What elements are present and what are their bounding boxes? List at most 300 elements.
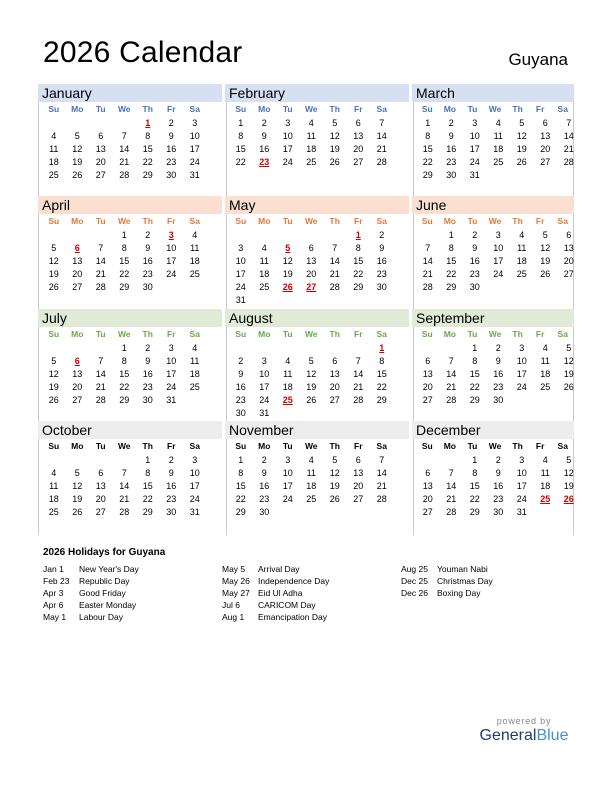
- weekday-label: Fr: [167, 441, 176, 451]
- empty-day: [253, 342, 277, 355]
- holiday-day: 25: [282, 395, 293, 405]
- weekday-label: Sa: [376, 441, 387, 451]
- weekday-label: Th: [142, 329, 153, 339]
- calendar-day: 2: [261, 455, 267, 465]
- day-grid: [416, 117, 574, 182]
- calendar-day: 26: [48, 282, 59, 292]
- calendar-day: 18: [516, 256, 527, 266]
- holiday-date: Aug 25: [401, 564, 428, 574]
- holidays-title: 2026 Holidays for Guyana: [43, 547, 166, 558]
- calendar-day: 17: [516, 369, 527, 379]
- calendar-day: 13: [72, 369, 83, 379]
- calendar-day: 17: [282, 144, 293, 154]
- calendar-day: 29: [142, 507, 153, 517]
- calendar-day: 21: [376, 481, 387, 491]
- calendar-day: 4: [495, 118, 501, 128]
- holiday-date: May 27: [222, 588, 250, 598]
- calendar-day: 12: [329, 131, 340, 141]
- weekday-label: Tu: [467, 104, 478, 114]
- calendar-day: 5: [74, 468, 80, 478]
- calendar-day: 18: [540, 481, 551, 491]
- holiday-day: 6: [74, 356, 80, 366]
- calendar-day: 16: [469, 256, 480, 266]
- calendar-day: 3: [285, 118, 291, 128]
- empty-day: [229, 342, 253, 355]
- weekday-label: Th: [142, 104, 153, 114]
- calendar-day: 29: [353, 282, 364, 292]
- empty-day: [347, 342, 371, 355]
- empty-day: [276, 342, 300, 355]
- calendar-day: 13: [329, 369, 340, 379]
- calendar-day: 3: [495, 230, 501, 240]
- calendar-day: 28: [446, 395, 457, 405]
- brand-logo[interactable]: [476, 716, 572, 745]
- calendar-day: 1: [121, 230, 127, 240]
- calendar-day: 24: [235, 282, 246, 292]
- calendar-day: 15: [446, 256, 457, 266]
- calendar-day: 18: [48, 157, 59, 167]
- calendar-day: 3: [519, 455, 525, 465]
- calendar-day: 17: [259, 382, 270, 392]
- calendar-day: 2: [495, 455, 501, 465]
- calendar-day: 22: [235, 157, 246, 167]
- calendar-day: 4: [285, 356, 291, 366]
- holiday-name: Arrival Day: [258, 564, 300, 574]
- calendar-day: 16: [166, 481, 177, 491]
- calendar-day: 9: [168, 468, 174, 478]
- calendar-day: 13: [540, 131, 551, 141]
- holiday-date: Apr 3: [43, 588, 64, 598]
- calendar-day: 31: [166, 395, 177, 405]
- calendar-day: 31: [469, 170, 480, 180]
- calendar-day: 17: [166, 256, 177, 266]
- calendar-day: 20: [422, 382, 433, 392]
- calendar-day: 12: [72, 481, 83, 491]
- calendar-day: 25: [540, 382, 551, 392]
- month-april: [42, 196, 222, 308]
- calendar-day: 16: [259, 144, 270, 154]
- calendar-day: 22: [469, 494, 480, 504]
- day-grid: [42, 342, 222, 407]
- calendar-day: 13: [422, 481, 433, 491]
- calendar-day: 1: [238, 455, 244, 465]
- calendar-day: 3: [472, 118, 478, 128]
- weekday-label: We: [117, 216, 131, 226]
- calendar-day: 10: [469, 131, 480, 141]
- calendar-day: 4: [542, 455, 548, 465]
- calendar-day: 30: [469, 282, 480, 292]
- weekday-label: Fr: [354, 329, 363, 339]
- powered-by-text: powered by: [496, 716, 552, 726]
- calendar-day: 14: [563, 131, 574, 141]
- calendar-day: 8: [355, 243, 361, 253]
- calendar-day: 14: [446, 369, 457, 379]
- holiday-date: May 1: [43, 612, 67, 622]
- holiday-name: Eid Ul Adha: [258, 588, 303, 598]
- calendar-day: 4: [261, 243, 267, 253]
- weekday-label: Tu: [95, 104, 106, 114]
- holiday-item: [43, 611, 139, 623]
- weekday-label: Tu: [95, 329, 106, 339]
- weekday-header: [229, 102, 409, 117]
- holiday-name: New Year's Day: [79, 564, 139, 574]
- calendar-day: 3: [168, 343, 174, 353]
- calendar-day: 5: [51, 356, 57, 366]
- calendar-day: 18: [189, 369, 200, 379]
- calendar-day: 15: [235, 144, 246, 154]
- month-february: [229, 84, 409, 196]
- month-november: [229, 421, 409, 533]
- weekday-header: [416, 327, 574, 342]
- brand-name-part2: Blue: [536, 727, 569, 744]
- day-grid: [229, 342, 409, 420]
- empty-day: [276, 229, 300, 242]
- calendar-day: 13: [353, 468, 364, 478]
- holiday-column: [43, 563, 139, 623]
- calendar-day: 24: [493, 269, 504, 279]
- month-october: [42, 421, 222, 533]
- calendar-day: 7: [379, 118, 385, 128]
- calendar-day: 9: [145, 243, 151, 253]
- calendar-day: 11: [49, 481, 59, 491]
- weekday-label: Fr: [354, 441, 363, 451]
- weekday-label: Mo: [258, 216, 271, 226]
- calendar-day: 9: [261, 131, 267, 141]
- month-name: March: [412, 84, 574, 102]
- calendar-day: 24: [166, 382, 177, 392]
- calendar-day: 21: [422, 269, 433, 279]
- calendar-day: 16: [142, 256, 153, 266]
- brand-name-part1: General: [479, 727, 537, 744]
- calendar-day: 30: [235, 408, 246, 418]
- calendar-day: 21: [376, 144, 387, 154]
- calendar-day: 7: [425, 243, 431, 253]
- holiday-item: [222, 563, 329, 575]
- weekday-header: [229, 214, 409, 229]
- calendar-day: 26: [329, 494, 340, 504]
- calendar-day: 12: [306, 369, 317, 379]
- calendar-day: 10: [282, 468, 293, 478]
- calendar-day: 7: [98, 356, 104, 366]
- calendar-day: 19: [72, 494, 83, 504]
- weekday-label: Th: [512, 441, 523, 451]
- calendar-day: 23: [493, 494, 504, 504]
- month-march: [416, 84, 574, 196]
- empty-day: [66, 454, 90, 467]
- calendar-day: 18: [189, 256, 200, 266]
- empty-day: [66, 342, 90, 355]
- calendar-day: 22: [469, 382, 480, 392]
- holiday-day: 1: [379, 343, 385, 353]
- calendar-day: 6: [98, 131, 104, 141]
- weekday-header: [42, 439, 222, 454]
- calendar-day: 23: [235, 395, 246, 405]
- calendar-day: 6: [425, 468, 431, 478]
- calendar-day: 5: [51, 243, 57, 253]
- calendar-day: 6: [542, 118, 548, 128]
- calendar-day: 7: [121, 468, 127, 478]
- weekday-label: Sa: [557, 329, 568, 339]
- month-september: [416, 309, 574, 421]
- weekday-label: Fr: [354, 104, 363, 114]
- calendar-day: 3: [519, 343, 525, 353]
- calendar-day: 29: [422, 170, 433, 180]
- calendar-day: 20: [422, 494, 433, 504]
- month-name: December: [412, 421, 574, 439]
- holiday-day: 26: [282, 282, 293, 292]
- calendar-day: 2: [238, 356, 244, 366]
- calendar-day: 7: [379, 455, 385, 465]
- calendar-day: 1: [472, 455, 478, 465]
- weekday-label: Th: [329, 216, 340, 226]
- calendar-day: 19: [282, 269, 293, 279]
- weekday-label: Tu: [95, 216, 106, 226]
- calendar-day: 23: [166, 494, 177, 504]
- calendar-day: 27: [72, 395, 83, 405]
- empty-day: [416, 454, 440, 467]
- calendar-day: 30: [493, 507, 504, 517]
- weekday-label: Su: [421, 441, 433, 451]
- calendar-day: 11: [190, 356, 200, 366]
- weekday-label: Fr: [535, 216, 545, 226]
- calendar-day: 5: [519, 118, 525, 128]
- calendar-day: 4: [308, 455, 314, 465]
- calendar-day: 9: [261, 468, 267, 478]
- calendar-day: 20: [329, 382, 340, 392]
- weekday-label: Su: [235, 104, 247, 114]
- weekday-label: Su: [48, 329, 60, 339]
- calendar-day: 15: [142, 144, 153, 154]
- calendar-day: 3: [192, 455, 198, 465]
- calendar-day: 12: [72, 144, 83, 154]
- calendar-day: 9: [495, 356, 501, 366]
- calendar-day: 7: [98, 243, 104, 253]
- calendar-day: 12: [563, 468, 574, 478]
- weekday-header: [229, 439, 409, 454]
- calendar-day: 22: [422, 157, 433, 167]
- calendar-day: 15: [376, 369, 387, 379]
- calendar-day: 28: [563, 157, 574, 167]
- weekday-label: We: [488, 329, 502, 339]
- month-name: April: [38, 196, 222, 214]
- calendar-day: 23: [376, 269, 387, 279]
- calendar-day: 23: [259, 494, 270, 504]
- calendar-day: 10: [189, 131, 200, 141]
- calendar-day: 16: [376, 256, 387, 266]
- calendar-day: 21: [95, 382, 106, 392]
- calendar-day: 19: [48, 382, 59, 392]
- weekday-label: Tu: [282, 216, 293, 226]
- weekday-label: Su: [235, 441, 247, 451]
- calendar-day: 19: [540, 256, 551, 266]
- calendar-day: 29: [235, 507, 246, 517]
- holiday-name: Boxing Day: [437, 588, 481, 598]
- calendar-day: 26: [48, 395, 59, 405]
- calendar-day: 18: [282, 382, 293, 392]
- calendar-day: 10: [516, 356, 527, 366]
- weekday-label: We: [117, 329, 131, 339]
- calendar-day: 26: [72, 170, 83, 180]
- weekday-label: Su: [48, 441, 60, 451]
- calendar-day: 8: [448, 243, 454, 253]
- calendar-day: 3: [238, 243, 244, 253]
- calendar-day: 11: [283, 369, 293, 379]
- calendar-day: 6: [332, 356, 338, 366]
- calendar-day: 15: [469, 481, 480, 491]
- calendar-day: 18: [306, 144, 317, 154]
- calendar-day: 21: [353, 382, 364, 392]
- calendar-day: 8: [238, 131, 244, 141]
- calendar-day: 20: [306, 269, 317, 279]
- holiday-item: [401, 587, 493, 599]
- weekday-label: Sa: [557, 104, 568, 114]
- calendar-day: 8: [379, 356, 385, 366]
- day-grid: [229, 117, 409, 169]
- calendar-day: 11: [517, 243, 527, 253]
- weekday-label: Tu: [467, 329, 478, 339]
- weekday-label: Fr: [535, 104, 545, 114]
- calendar-day: 2: [261, 118, 267, 128]
- calendar-day: 24: [189, 494, 200, 504]
- holiday-item: [43, 563, 139, 575]
- calendar-day: 30: [493, 395, 504, 405]
- calendar-day: 29: [142, 170, 153, 180]
- calendar-day: 18: [306, 481, 317, 491]
- calendar-day: 13: [95, 481, 106, 491]
- weekday-label: Su: [235, 329, 247, 339]
- holiday-date: Dec 25: [401, 576, 428, 586]
- holiday-date: May 26: [222, 576, 250, 586]
- day-grid: [42, 117, 222, 182]
- calendar-day: 8: [121, 243, 127, 253]
- weekday-label: Th: [329, 329, 340, 339]
- calendar-day: 16: [166, 144, 177, 154]
- calendar-grid: [38, 84, 574, 535]
- holiday-name: Independence Day: [258, 576, 330, 586]
- empty-day: [42, 117, 66, 130]
- calendar-day: 29: [119, 282, 130, 292]
- weekday-label: Tu: [467, 441, 478, 451]
- calendar-day: 7: [332, 243, 338, 253]
- calendar-day: 3: [192, 118, 198, 128]
- calendar-day: 28: [376, 494, 387, 504]
- calendar-day: 14: [119, 481, 130, 491]
- calendar-day: 1: [145, 455, 151, 465]
- calendar-day: 17: [189, 144, 200, 154]
- weekday-label: Tu: [282, 329, 293, 339]
- empty-day: [42, 229, 66, 242]
- weekday-label: We: [117, 104, 131, 114]
- calendar-day: 8: [472, 468, 478, 478]
- empty-day: [416, 229, 440, 242]
- day-grid: [42, 229, 222, 294]
- calendar-day: 17: [235, 269, 246, 279]
- calendar-day: 9: [472, 243, 478, 253]
- calendar-day: 19: [329, 481, 340, 491]
- calendar-day: 26: [540, 269, 551, 279]
- calendar-day: 30: [446, 170, 457, 180]
- empty-day: [300, 229, 324, 242]
- country-name: Guyana: [508, 50, 568, 69]
- calendar-day: 7: [355, 356, 361, 366]
- calendar-day: 27: [95, 170, 106, 180]
- empty-day: [253, 229, 277, 242]
- empty-day: [66, 117, 90, 130]
- calendar-day: 25: [493, 157, 504, 167]
- month-name: May: [225, 196, 409, 214]
- holiday-item: [222, 587, 329, 599]
- calendar-day: 13: [72, 256, 83, 266]
- calendar-day: 25: [306, 157, 317, 167]
- calendar-day: 21: [563, 144, 574, 154]
- calendar-day: 27: [95, 507, 106, 517]
- weekday-label: Sa: [376, 329, 387, 339]
- calendar-day: 23: [469, 269, 480, 279]
- calendar-day: 30: [142, 395, 153, 405]
- calendar-day: 1: [121, 343, 127, 353]
- weekday-header: [229, 327, 409, 342]
- calendar-day: 16: [142, 369, 153, 379]
- month-name: September: [412, 309, 574, 327]
- calendar-day: 2: [145, 230, 151, 240]
- calendar-day: 26: [72, 507, 83, 517]
- holiday-day: 6: [74, 243, 80, 253]
- holiday-item: [401, 575, 493, 587]
- calendar-day: 28: [119, 170, 130, 180]
- calendar-day: 4: [51, 131, 57, 141]
- calendar-day: 18: [48, 494, 59, 504]
- empty-day: [89, 229, 113, 242]
- calendar-day: 9: [145, 356, 151, 366]
- calendar-day: 24: [516, 382, 527, 392]
- weekday-header: [416, 214, 574, 229]
- calendar-day: 11: [259, 256, 269, 266]
- holiday-item: [222, 575, 329, 587]
- calendar-day: 30: [142, 282, 153, 292]
- calendar-day: 7: [448, 468, 454, 478]
- calendar-day: 19: [329, 144, 340, 154]
- month-august: [229, 309, 409, 421]
- holiday-day: 27: [306, 282, 317, 292]
- calendar-day: 31: [516, 507, 527, 517]
- calendar-day: 25: [48, 170, 59, 180]
- empty-day: [440, 342, 464, 355]
- calendar-day: 10: [516, 468, 527, 478]
- calendar-day: 20: [72, 269, 83, 279]
- month-name: November: [225, 421, 409, 439]
- calendar-day: 8: [145, 131, 151, 141]
- calendar-day: 24: [469, 157, 480, 167]
- weekday-label: We: [304, 104, 318, 114]
- calendar-day: 27: [540, 157, 551, 167]
- calendar-day: 24: [282, 157, 293, 167]
- weekday-label: Tu: [282, 104, 293, 114]
- calendar-day: 4: [519, 230, 525, 240]
- weekday-label: Fr: [354, 216, 363, 226]
- calendar-day: 2: [168, 455, 174, 465]
- calendar-day: 11: [49, 144, 59, 154]
- calendar-day: 27: [422, 395, 433, 405]
- calendar-day: 28: [422, 282, 433, 292]
- empty-day: [323, 342, 347, 355]
- weekday-label: Tu: [467, 216, 478, 226]
- month-name: February: [225, 84, 409, 102]
- calendar-day: 19: [306, 382, 317, 392]
- calendar-day: 10: [166, 356, 177, 366]
- calendar-day: 19: [563, 369, 574, 379]
- weekday-label: Th: [512, 104, 523, 114]
- calendar-day: 6: [308, 243, 314, 253]
